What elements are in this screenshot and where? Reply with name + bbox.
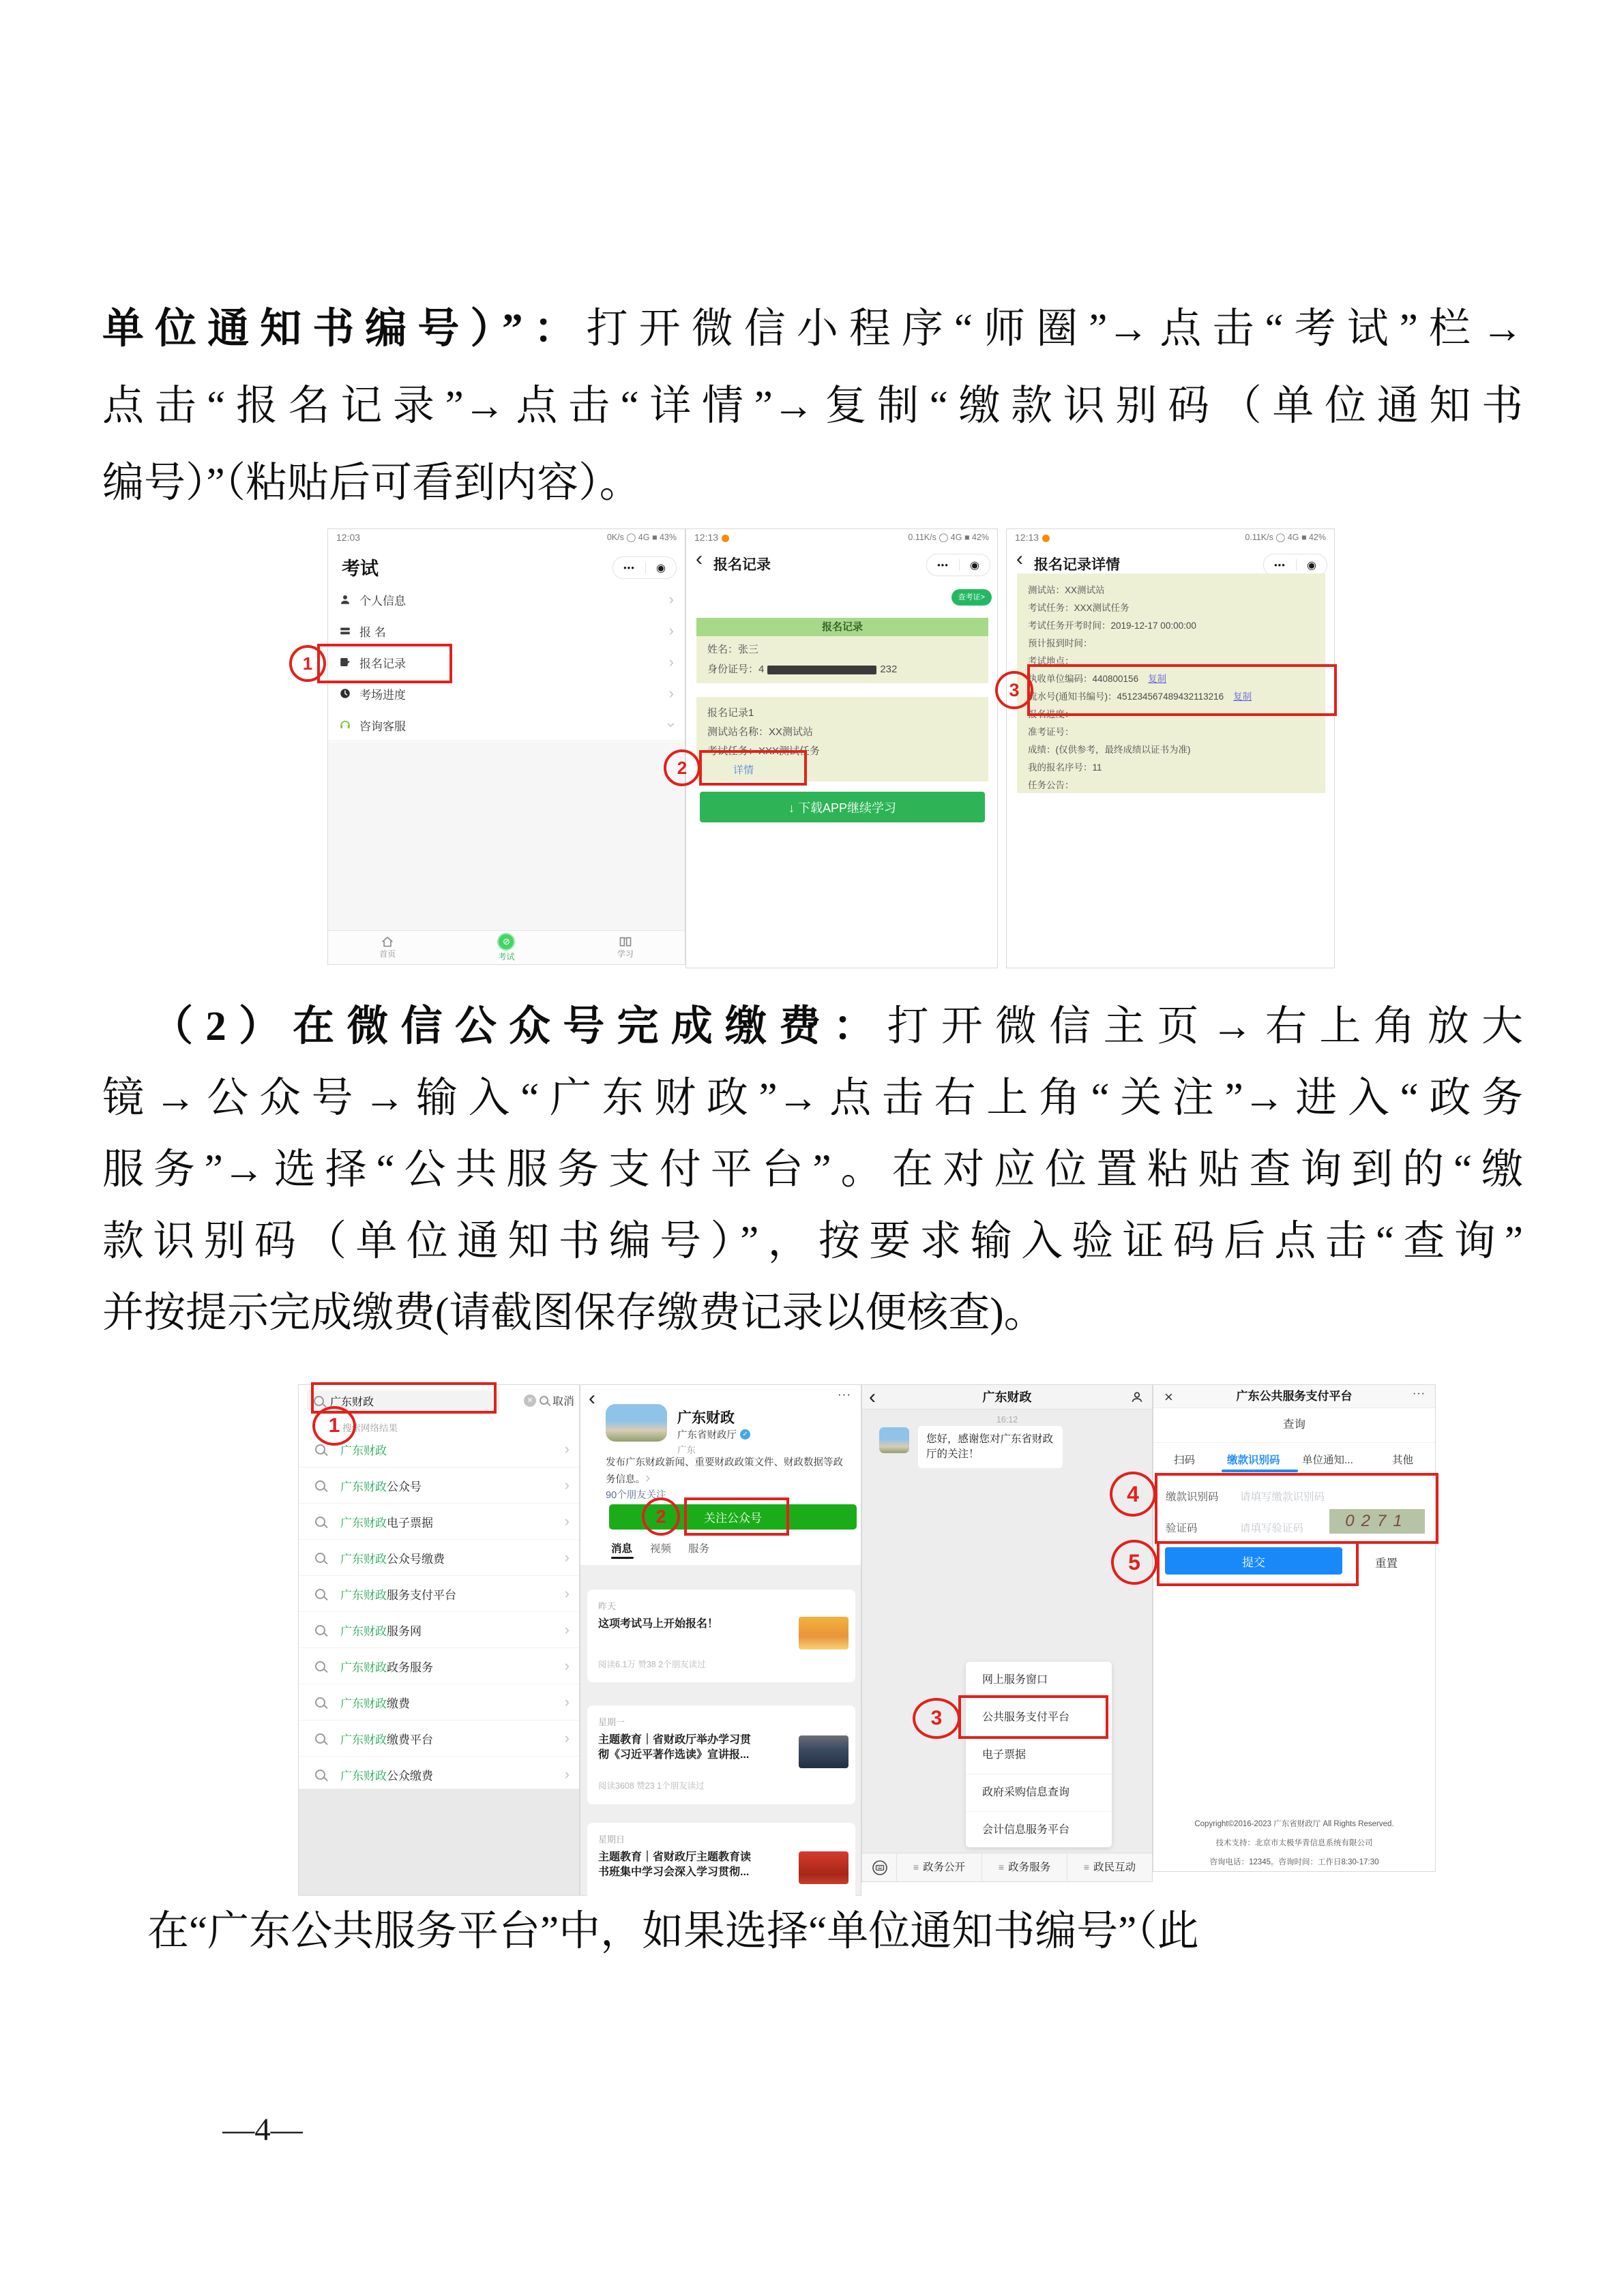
paragraph-2-text: 打开微信主页→右上角放大	[887, 1004, 1523, 1049]
result-suffix: 缴费平台	[387, 1733, 433, 1746]
redaction-bar	[767, 666, 876, 674]
copy-link[interactable]: 复制	[1233, 691, 1252, 702]
paragraph-2-line-3: 服务”→选择“公共服务支付平台”。在对应位置粘贴查询到的“缴	[102, 1147, 1523, 1193]
chat-avatar[interactable]	[879, 1427, 909, 1453]
screenshot-record-detail	[1006, 528, 1335, 968]
screenshot-wechat-search	[298, 1384, 580, 1896]
menu-item-label: 个人信息	[359, 594, 406, 608]
chevron-right-icon	[565, 1512, 570, 1530]
close-target-icon[interactable]	[1307, 558, 1316, 572]
collect-code-text: 执收单位编码：440800156	[1028, 674, 1139, 684]
feed-meta: 阅读6.1万 赞38 2个朋友读过	[598, 1660, 706, 1669]
clear-icon[interactable]: ✕	[524, 1395, 536, 1407]
nav-bar	[1153, 1385, 1435, 1408]
chat-timestamp: 16:12	[996, 1415, 1018, 1425]
search-icon	[315, 1697, 325, 1708]
toolbar-gov-services[interactable]: ≡ 政务服务	[981, 1853, 1067, 1882]
feed-title: 主题教育｜省财政厅举办学习贯彻《习近平著作选读》宣讲报...	[598, 1734, 752, 1761]
feed-thumbnail	[799, 1851, 848, 1884]
more-icon[interactable]	[937, 559, 949, 571]
payment-id-placeholder[interactable]: 请填写缴款识别码	[1240, 1491, 1325, 1503]
verified-icon: ✓	[740, 1429, 750, 1440]
status-time: 12:03	[336, 532, 361, 543]
exam-cert-badge[interactable]: 查考证>	[951, 589, 992, 606]
detail-row: 准考证号：	[1028, 727, 1074, 737]
feed-title: 主题教育｜省财政厅主题教育读书班集中学习会深入学习贯彻...	[598, 1851, 752, 1878]
feed-article-2[interactable]	[587, 1705, 855, 1804]
detail-row: 我的报名序号：11	[1028, 762, 1102, 773]
back-icon[interactable]	[589, 1392, 595, 1408]
section-label: 搜索网络结果	[342, 1423, 398, 1433]
status-icons: 0K/s ◯ 4G ■ 43%	[606, 533, 677, 542]
annotation-circle-s2-3: 3	[913, 1698, 960, 1739]
paragraph-3: 在“广东公共服务平台”中，如果选择“单位通知书编号”（此	[147, 1909, 1199, 1954]
account-org: 广东省财政厅	[677, 1430, 737, 1441]
record-site: 测试站名称：XX测试站	[707, 726, 814, 738]
search-icon	[315, 1480, 325, 1491]
search-result-row[interactable]	[299, 1757, 579, 1792]
more-icon[interactable]	[623, 562, 635, 574]
screenshot-exam-home	[327, 528, 685, 965]
contact-icon[interactable]	[1130, 1390, 1144, 1404]
account-org-row	[677, 1427, 750, 1442]
back-icon[interactable]	[1016, 552, 1023, 569]
annotation-circle-3: 3	[995, 671, 1033, 709]
chevron-right-icon	[565, 1765, 570, 1783]
paragraph-1-lead: 单位通知书编号）”：	[102, 306, 587, 352]
desc-text: 发布广东财政新闻、重要财政政策文件、财政数据等政务信息。	[606, 1457, 843, 1485]
account-desc	[606, 1456, 843, 1487]
paragraph-2-line-2: 镜→公众号→输入“广东财政”→点击右上角“关注”→进入“政务	[102, 1075, 1523, 1121]
feed-article-3[interactable]	[587, 1823, 855, 1896]
paragraph-2-line-5: 并按提示完成缴费(请截图保存缴费记录以便核查)。	[102, 1290, 1046, 1336]
annotation-circle-s2-2: 2	[642, 1497, 680, 1536]
feed-date: 星期日	[598, 1834, 625, 1845]
close-target-icon[interactable]	[970, 558, 979, 572]
person-icon	[339, 593, 351, 606]
annotation-box-submit-button	[1157, 1541, 1359, 1586]
id-label: 身份证号：4	[707, 664, 765, 675]
account-name: 广东财政	[677, 1410, 735, 1426]
detail-link[interactable]: 详情	[733, 764, 754, 776]
account-region: 广东	[677, 1445, 696, 1455]
menu-item-online-window[interactable]: 网上服务窗口	[966, 1662, 1112, 1699]
status-icons: 0.11K/s ◯ 4G ■ 42%	[1245, 533, 1326, 542]
more-icon[interactable]: ···	[838, 1388, 851, 1401]
annotation-circle-s2-5: 5	[1111, 1540, 1157, 1585]
tab-scan[interactable]: 扫码	[1174, 1455, 1196, 1466]
copyright-line: 咨询电话：12345。咨询时间：工作日8:30-17:30	[1209, 1858, 1379, 1866]
annotation-box-detail-link	[699, 750, 807, 786]
keyboard-icon[interactable]	[872, 1860, 888, 1876]
search-result-row[interactable]	[299, 1612, 579, 1648]
tab-exam[interactable]	[447, 931, 565, 964]
screenshot-account-chat	[861, 1384, 1153, 1882]
empty-area	[328, 742, 685, 930]
bottom-tab-bar	[328, 930, 685, 964]
identity-card	[696, 618, 988, 683]
menu-item-signup[interactable]	[328, 615, 685, 647]
chevron-right-icon	[669, 622, 674, 640]
search-icon	[315, 1733, 325, 1744]
paragraph-2-line-4: 款识别码（单位通知书编号）”，按要求输入验证码后点击“查询”	[102, 1219, 1523, 1264]
recording-dot-icon	[722, 535, 729, 542]
paragraph-1-text: 打开微信小程序“师圈”→点击“考试”栏→	[586, 306, 1523, 352]
detail-row: 预计报到时间：	[1028, 638, 1093, 648]
headset-icon	[339, 719, 351, 731]
paragraph-2-lead: （2）在微信公众号完成缴费：	[151, 1004, 887, 1049]
chevron-right-icon	[669, 591, 674, 608]
chevron-right-icon	[645, 1474, 650, 1485]
search-result-row[interactable]	[299, 1540, 579, 1576]
miniprogram-capsule[interactable]	[612, 556, 677, 579]
captcha-image[interactable]: 0271	[1329, 1509, 1425, 1534]
screenshot-payment-platform	[1153, 1384, 1436, 1872]
search-icon	[315, 1770, 325, 1780]
search-result-row[interactable]	[299, 1720, 579, 1757]
menu-item-public-pay-platform[interactable]: 公共服务支付平台	[966, 1699, 1112, 1737]
result-suffix: 服务网	[387, 1624, 422, 1638]
nav-title: 报名记录详情	[1034, 557, 1120, 573]
capsule-divider	[959, 559, 960, 571]
close-icon[interactable]	[1164, 1388, 1173, 1406]
search-icon	[315, 1661, 325, 1671]
more-icon[interactable]: ···	[1413, 1388, 1426, 1399]
result-keyword: 广东财政	[340, 1660, 387, 1674]
capsule-divider	[645, 562, 646, 573]
chat-title: 广东财政	[982, 1390, 1032, 1404]
tab-label: 考试	[498, 952, 515, 961]
copyright-block	[1162, 1815, 1427, 1872]
result-keyword: 广东财政	[340, 1588, 387, 1602]
divider	[1153, 1442, 1435, 1443]
annotation-circle-1: 1	[289, 645, 326, 682]
screenshot-signup-records	[685, 528, 998, 968]
cancel-button[interactable]: 取消	[552, 1396, 575, 1407]
result-keyword: 广东财政	[340, 1733, 387, 1746]
result-suffix: 电子票据	[387, 1516, 433, 1530]
feed-thumbnail	[799, 1735, 848, 1768]
paragraph-1-line-3: 编号）”（粘贴后可看到内容）。	[102, 460, 641, 506]
captcha-label: 验证码	[1166, 1523, 1198, 1534]
menu-item-customer-service[interactable]	[328, 709, 685, 741]
captcha-placeholder[interactable]: 请填写验证码	[1240, 1523, 1304, 1534]
tab-unit-notice[interactable]: 单位通知...	[1302, 1455, 1353, 1466]
chevron-right-icon	[565, 1693, 570, 1711]
result-keyword: 广东财政	[340, 1769, 387, 1783]
menu-item-label: 报 名	[359, 625, 386, 639]
followers-link[interactable]: 90个朋友关注	[606, 1490, 666, 1501]
more-icon[interactable]	[1274, 559, 1286, 571]
menu-item-accounting-platform[interactable]: 会计信息服务平台	[982, 1824, 1070, 1836]
result-suffix: 公众号	[387, 1480, 422, 1493]
result-keyword: 广东财政	[340, 1697, 387, 1710]
annotation-box-follow-button	[684, 1497, 789, 1536]
home-icon	[381, 936, 394, 948]
copy-link[interactable]: 复制	[1148, 674, 1167, 684]
back-icon[interactable]	[696, 552, 703, 569]
result-suffix: 公众缴费	[387, 1769, 433, 1783]
menu-item-personal-info[interactable]	[328, 584, 685, 616]
submit-button[interactable]: 提交	[1165, 1547, 1342, 1575]
search-result-row[interactable]	[299, 1648, 579, 1684]
form-icon	[339, 625, 351, 637]
nav-title: 广东公共服务支付平台	[1236, 1390, 1353, 1403]
menu-item-label: 报名记录	[359, 657, 406, 670]
chat-bubble: 您好，感谢您对广东省财政厅的关注！	[918, 1426, 1063, 1468]
annotation-box-pay-menu-item	[958, 1695, 1108, 1739]
reset-button[interactable]: 重置	[1375, 1557, 1398, 1570]
feed-thumbnail	[799, 1617, 848, 1650]
detail-row: 成绩：(仅供参考，最终成绩以证书为准)	[1028, 745, 1191, 755]
search-icon[interactable]	[540, 1396, 548, 1405]
menu-item-label: 咨询客服	[359, 719, 406, 733]
page-title: 考试	[342, 558, 379, 579]
toolbar-gov-interaction[interactable]: ≡ 政民互动	[1067, 1853, 1152, 1882]
result-suffix: 缴费	[387, 1697, 410, 1710]
chevron-right-icon	[565, 1657, 570, 1675]
empty-area	[299, 1789, 579, 1895]
tab-messages[interactable]: 消息	[611, 1543, 633, 1555]
chevron-right-icon	[565, 1621, 570, 1639]
record-title: 报名记录1	[707, 707, 754, 719]
annotation-circle-2: 2	[664, 749, 700, 786]
status-time: 12:13	[694, 532, 729, 543]
tab-label: 首页	[379, 949, 396, 959]
paragraph-2-line-1	[102, 1003, 1523, 1051]
annotation-box-signup-records	[317, 644, 452, 683]
annotation-circle-s2-4: 4	[1110, 1472, 1156, 1517]
feed-date: 昨天	[598, 1601, 617, 1611]
tab-payment-id[interactable]: 缴款识别码	[1227, 1455, 1280, 1466]
status-bar	[328, 532, 685, 543]
result-keyword: 广东财政	[340, 1516, 387, 1530]
close-target-icon[interactable]	[656, 561, 666, 575]
detail-row: 考试任务：XXX测试任务	[1028, 603, 1130, 613]
result-suffix: 公众号缴费	[387, 1552, 445, 1566]
name-line: 姓名：张三	[707, 644, 759, 655]
chevron-right-icon	[565, 1440, 570, 1458]
serial-text: 流水号(通知书编号)：451234567489432113216	[1028, 691, 1224, 702]
chevron-right-icon	[669, 653, 674, 671]
tab-home[interactable]	[328, 931, 447, 964]
nav-bar	[862, 1385, 1152, 1410]
search-icon	[315, 1625, 325, 1635]
menu-item-e-invoice[interactable]: 电子票据	[966, 1737, 1112, 1774]
search-query: 广东财政	[330, 1396, 374, 1408]
page-number: —4—	[222, 2112, 303, 2147]
search-result-row[interactable]	[299, 1467, 579, 1504]
capsule-divider	[1296, 559, 1297, 571]
detail-row: 任务公告：	[1028, 780, 1074, 790]
tab-label: 学习	[617, 949, 634, 959]
feed-title: 这项考试马上开始报名！	[598, 1618, 719, 1630]
search-icon	[315, 1517, 325, 1527]
search-result-list	[299, 1431, 579, 1792]
active-tab-underline	[1222, 1470, 1298, 1472]
search-icon	[315, 1553, 325, 1563]
record-task: 考试任务：XXX测试任务	[707, 745, 821, 757]
detail-row: 考试地点：	[1028, 656, 1074, 666]
feed-meta: 阅读3608 赞23 1个朋友读过	[598, 1781, 705, 1791]
detail-row: 测试站：XX测试站	[1028, 585, 1105, 595]
chevron-right-icon	[565, 1585, 570, 1602]
miniprogram-capsule[interactable]	[926, 554, 990, 576]
clock-icon	[339, 687, 351, 700]
copyright-line: 技术支持：北京市太极华青信息系统有限公司	[1215, 1839, 1373, 1847]
result-keyword: 广东财政	[340, 1624, 387, 1638]
chat-toolbar	[862, 1853, 1152, 1881]
tab-video[interactable]: 视频	[650, 1543, 672, 1555]
search-icon	[315, 1444, 325, 1455]
tab-study[interactable]	[566, 931, 685, 964]
tab-other[interactable]: 其他	[1392, 1455, 1414, 1466]
detail-row: 考试任务开考时间：2019-12-17 00:00:00	[1028, 621, 1196, 631]
account-avatar	[606, 1404, 667, 1442]
nav-title: 报名记录	[713, 557, 771, 573]
copyright-line: Copyright©2016-2023 广东省财政厅 All Rights Reserved.	[1194, 1820, 1394, 1828]
recording-dot-icon	[1042, 535, 1050, 542]
status-time: 12:13	[1015, 532, 1050, 543]
result-keyword: 广东财政	[340, 1552, 387, 1566]
service-menu-popup	[966, 1662, 1112, 1847]
book-icon	[619, 936, 632, 948]
follow-button[interactable]: 关注公众号	[609, 1504, 857, 1530]
paragraph-1-line-2: 点击“报名记录”→点击“详情”→复制“缴款识别码（单位通知书	[102, 383, 1523, 429]
card-header: 报名记录	[696, 618, 988, 636]
chevron-down-icon	[662, 722, 680, 727]
search-icon	[315, 1589, 325, 1599]
chevron-right-icon	[669, 685, 674, 702]
search-result-row[interactable]	[299, 1504, 579, 1540]
status-bar	[1007, 532, 1334, 543]
feed-article-1[interactable]	[587, 1590, 855, 1682]
result-keyword: 广东财政	[340, 1480, 387, 1493]
active-tab-underline	[611, 1557, 634, 1559]
annotation-box-payment-codes	[1027, 664, 1337, 716]
id-tail: 232	[880, 664, 898, 675]
exam-logo-icon: ⊘	[497, 933, 515, 951]
screenshot-account-profile	[580, 1384, 861, 1896]
download-app-button[interactable]: ↓ 下载APP继续学习	[700, 792, 985, 822]
search-result-row[interactable]	[299, 1684, 579, 1720]
chevron-right-icon	[565, 1476, 570, 1494]
query-header: 查询	[1283, 1418, 1305, 1431]
annotation-circle-s2-1: 1	[312, 1406, 356, 1446]
result-suffix: 政务服务	[387, 1660, 433, 1674]
chevron-right-icon	[565, 1729, 570, 1747]
paragraph-1-line-1	[102, 305, 1523, 353]
detail-row: 报名进度：	[1028, 709, 1074, 719]
result-suffix: 服务支付平台	[387, 1588, 456, 1602]
chevron-right-icon	[565, 1549, 570, 1566]
menu-item-label: 考场进度	[359, 688, 406, 702]
id-line	[696, 656, 988, 676]
menu-item-procurement-info[interactable]: 政府采购信息查询	[966, 1774, 1112, 1812]
feed-date: 星期一	[598, 1717, 625, 1727]
toolbar-gov-open[interactable]: ≡ 政务公开	[896, 1853, 981, 1882]
result-keyword: 广东财政	[340, 1444, 387, 1457]
back-icon[interactable]	[869, 1390, 876, 1407]
status-icons: 0.11K/s ◯ 4G ■ 42%	[908, 533, 989, 542]
payment-id-label: 缴款识别码	[1166, 1491, 1219, 1503]
status-bar	[686, 532, 997, 543]
tab-services[interactable]: 服务	[688, 1543, 710, 1555]
search-result-row[interactable]	[299, 1576, 579, 1612]
annotation-box-pay-form	[1155, 1473, 1438, 1544]
